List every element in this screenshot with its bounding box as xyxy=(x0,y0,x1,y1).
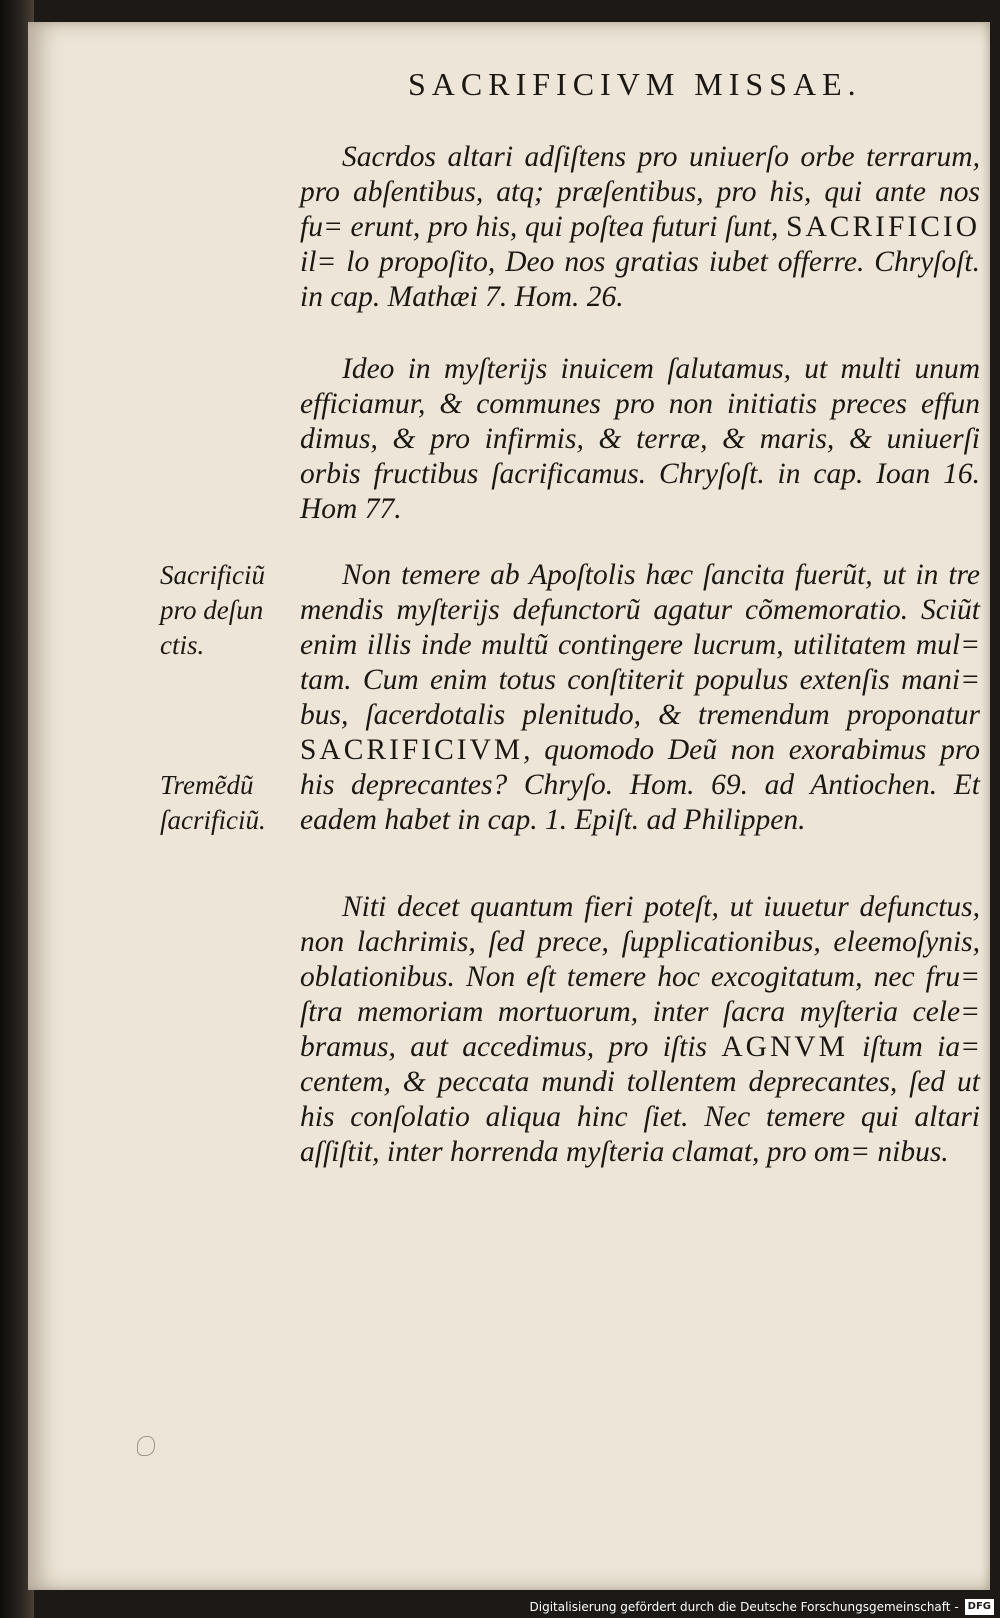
digitization-credit-text: Digitalisierung gefördert durch die Deutsche Forschungsgemeinschaft - xyxy=(529,1600,959,1614)
paragraph-3-text-a: Non temere ab Apoſtolis hæc ſancita fuerũt, ut in tre mendis myſterijs defunctorũ agatur cõmemoratio. Sciũt enim illis inde multũ contingere lucrum, utilitatem mul= tam. Cum enim totus conſtiterit populus extenſis mani= bus, ſacerdotalis plenitudo, & tremendum proponatur xyxy=(300,559,980,731)
paragraph-1-text-b: il= lo propoſito, Deo nos gratias iubet offerre. Chryſoſt. in cap. Mathæi 7. Hom. 26. xyxy=(300,246,980,313)
paragraph-4-text-b: iſtum ia= centem, & peccata mundi tollentem deprecantes, ſed ut his conſolatio aliqua hinc ſiet. Nec temere qui altari aſſiſtit, inter horrenda myſteria clamat, pro om= nibus. xyxy=(300,1031,980,1168)
paragraph-3-small-caps: SACRIFICIVM xyxy=(300,734,524,766)
digitization-credit-bar xyxy=(524,1596,1000,1618)
paragraph-4-text-a: Niti decet quantum fieri poteſt, ut iuuetur defunctus, non lachrimis, ſed prece, ſupplicationibus, eleemoſynis, oblationibus. Non eſt temere hoc excogitatum, nec fru= ſtra memoriam mortuorum, inter ſacra myſteria cele= bramus, aut accedimus, pro iſtis xyxy=(300,891,980,1063)
paragraph-1 xyxy=(300,140,980,315)
paragraph-2 xyxy=(300,352,980,527)
running-title: SACRIFICIVM MISSAE. xyxy=(408,66,862,102)
paragraph-3 xyxy=(300,558,980,838)
show-through-text xyxy=(170,256,175,279)
dfg-logo: DFG xyxy=(965,1599,994,1615)
margin-note-2: Tremẽdũ ſacrificiũ. xyxy=(160,770,266,835)
paragraph-1-small-caps: SACRIFICIO xyxy=(786,211,980,243)
paragraph-2-text: Ideo in myſterijs inuicem ſalutamus, ut multi unum efficiamur, & communes pro non initiatis preces effun dimus, & pro infirmis, & terræ, & maris, & uniuerſi orbis fructibus ſacrificamus. Chryſoſt. in cap. Ioan 16. Hom 77. xyxy=(300,353,980,525)
paragraph-1-text-a: Sacrdos altari adſiſtens pro uniuerſo orbe terrarum, pro abſentibus, atq; præſentibus, pro his, qui ante nos fu= erunt, pro his, qui poſtea futuri ſunt, xyxy=(300,141,980,243)
ink-blot-mark xyxy=(137,1436,155,1456)
margin-note-1: Sacrificiũ pro deſun ctis. xyxy=(160,560,265,660)
paragraph-4 xyxy=(300,890,980,1170)
paragraph-3-text-b: , quomodo Deũ non exorabimus pro his deprecantes? Chryſo. Hom. 69. ad Antiochen. Et eadem habet in cap. 1. Epiſt. ad Philippen. xyxy=(300,734,980,836)
paragraph-4-small-caps: AGNVM xyxy=(721,1031,848,1063)
